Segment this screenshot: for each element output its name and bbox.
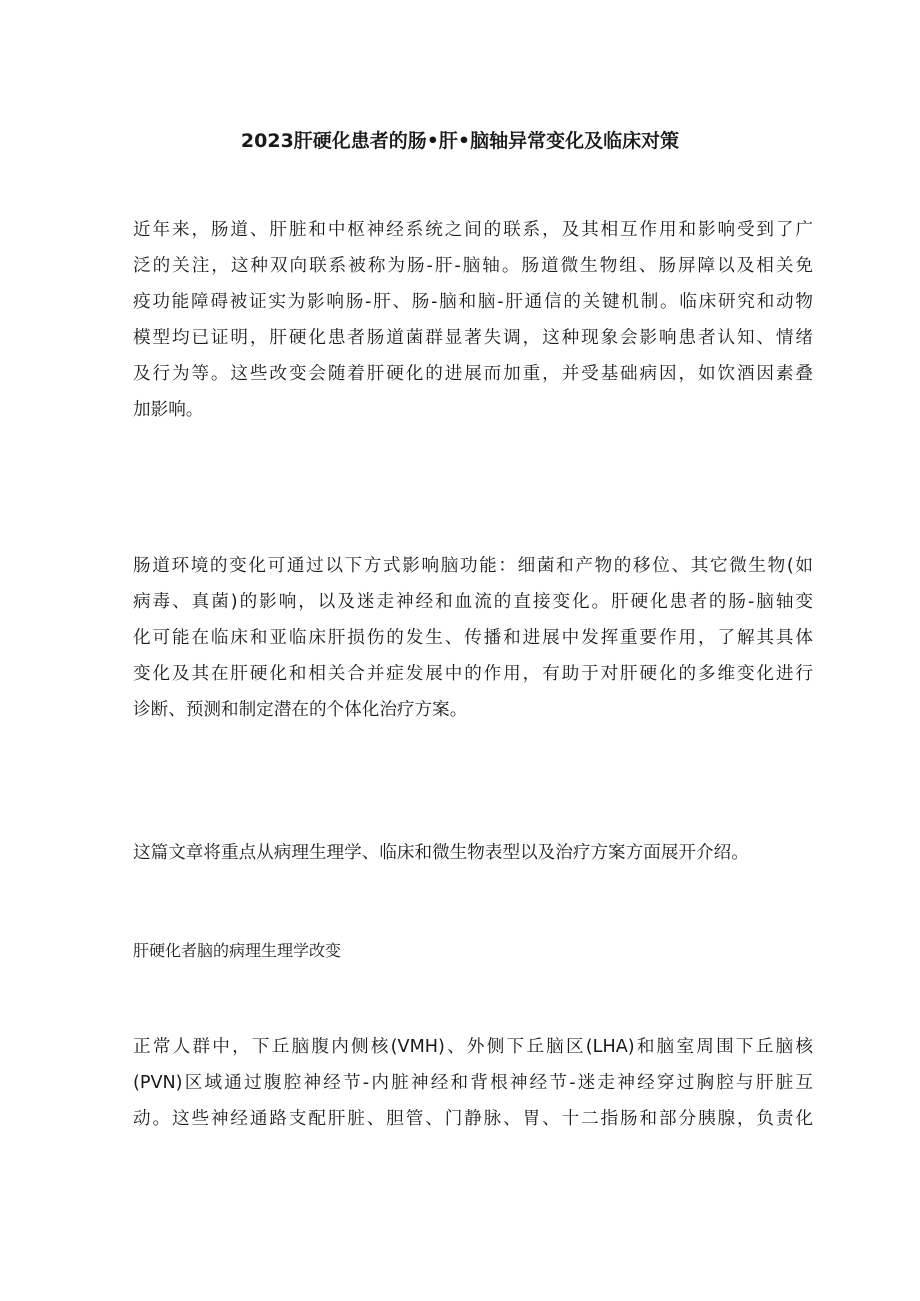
document-title: 2023肝硬化患者的肠•肝•脑轴异常变化及临床对策 <box>240 130 680 152</box>
paragraph-line: 近年来，肠道、肝脏和中枢神经系统之间的联系，及其相互作用和影响受到了广 <box>133 220 813 240</box>
paragraph-line: 及行为等。这些改变会随着肝硬化的进展而加重，并受基础病因，如饮酒因素叠 <box>133 364 813 384</box>
paragraph-line: 正常人群中，下丘脑腹内侧核(VMH)、外侧下丘脑区(LHA)和脑室周围下丘脑核 <box>133 1037 813 1057</box>
section-heading: 肝硬化者脑的病理生理学改变 <box>133 941 342 960</box>
paragraph-focus <box>133 835 813 871</box>
paragraph-line: 诊断、预测和制定潜在的个体化治疗方案。 <box>133 700 468 720</box>
paragraph-pathophysiology <box>133 1029 813 1137</box>
paragraph-line: 化可能在临床和亚临床肝损伤的发生、传播和进展中发挥重要作用，了解其具体 <box>133 628 813 648</box>
paragraph-line: 疫功能障碍被证实为影响肠-肝、肠-脑和脑-肝通信的关键机制。临床研究和动物 <box>133 292 813 312</box>
paragraph-line: 肠道环境的变化可通过以下方式影响脑功能：细菌和产物的移位、其它微生物(如 <box>133 556 813 576</box>
paragraph-intro <box>133 212 813 428</box>
paragraph-line: 这篇文章将重点从病理生理学、临床和微生物表型以及治疗方案方面展开介绍。 <box>133 843 749 863</box>
paragraph-gut-brain <box>133 548 813 728</box>
paragraph-line: 泛的关注，这种双向联系被称为肠-肝-脑轴。肠道微生物组、肠屏障以及相关免 <box>133 256 813 276</box>
paragraph-line: (PVN)区域通过腹腔神经节-内脏神经和背根神经节-迷走神经穿过胸腔与肝脏互 <box>133 1073 813 1093</box>
paragraph-line: 模型均已证明，肝硬化患者肠道菌群显著失调，这种现象会影响患者认知、情绪 <box>133 328 813 348</box>
paragraph-line: 加影响。 <box>133 400 204 420</box>
paragraph-line: 动。这些神经通路支配肝脏、胆管、门静脉、胃、十二指肠和部分胰腺，负责化 <box>133 1109 813 1129</box>
paragraph-line: 病毒、真菌)的影响，以及迷走神经和血流的直接变化。肝硬化患者的肠-脑轴变 <box>133 592 813 612</box>
paragraph-line: 变化及其在肝硬化和相关合并症发展中的作用，有助于对肝硬化的多维变化进行 <box>133 664 813 684</box>
